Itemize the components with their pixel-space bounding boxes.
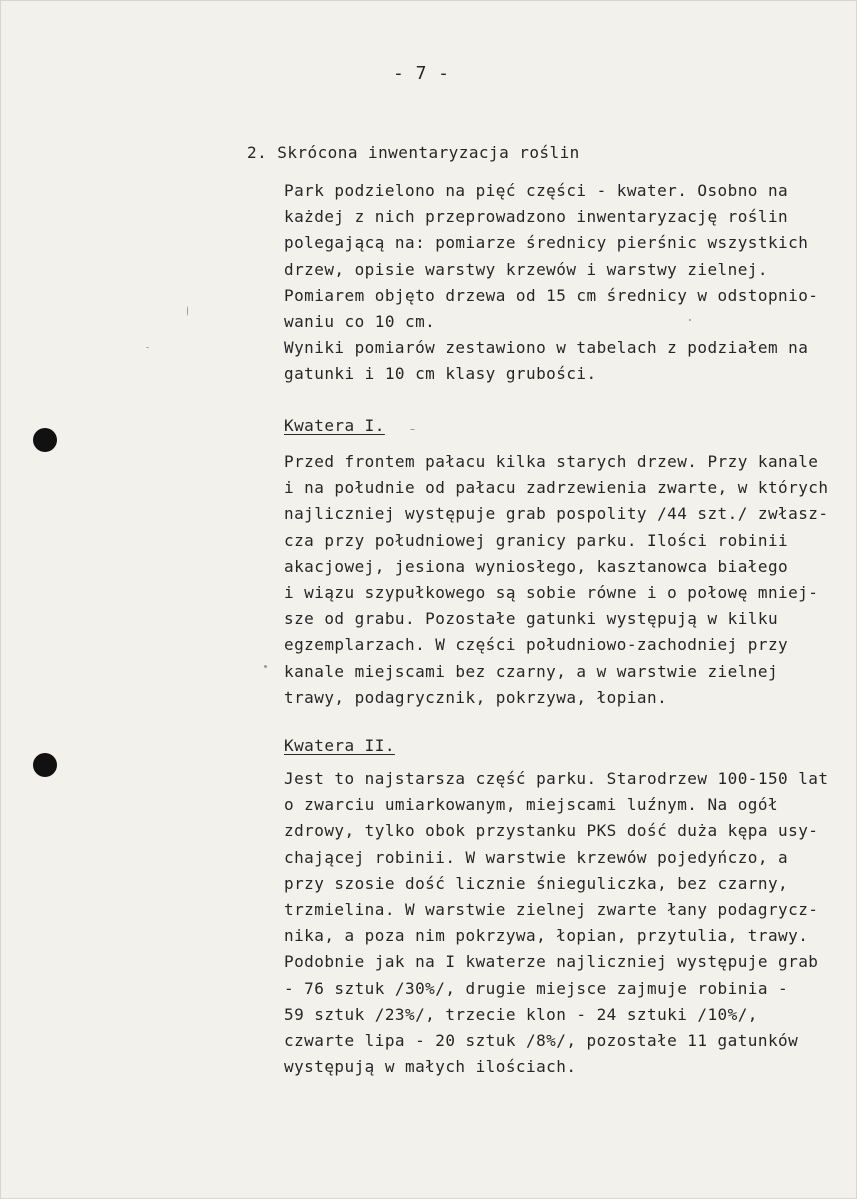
text-line: czwarte lipa - 20 sztuk /8%/, pozostałe 11 gatunków <box>284 1031 799 1051</box>
punch-hole <box>33 428 57 452</box>
paper-mark <box>146 347 149 348</box>
text-line: Pomiarem objęto drzewa od 15 cm średnicy w odstopnio- <box>284 285 819 305</box>
text-line: - 76 sztuk /30%/, drugie miejsce zajmuje robinia - <box>284 978 789 998</box>
text-line: trzmielina. W warstwie zielnej zwarte łany podagrycz- <box>284 900 819 920</box>
text-line: Jest to najstarsza część parku. Starodrzew 100-150 lat <box>284 769 829 788</box>
text-line: sze od grabu. Pozostałe gatunki występują w kilku <box>284 609 779 629</box>
paper-mark <box>264 665 267 668</box>
text-line: drzew, opisie warstwy krzewów i warstwy zielnej. <box>284 259 768 279</box>
section-heading: 2. Skrócona inwentaryzacja roślin <box>247 143 580 162</box>
paper-mark <box>187 306 188 316</box>
text-line: i wiązu szypułkowego są sobie równe i o połowę mniej- <box>284 583 819 603</box>
text-line: Park podzielono na pięć części - kwater. Osobno na <box>284 181 789 200</box>
text-line: cza przy południowej granicy parku. Ilości robinii <box>284 530 789 550</box>
paper-mark <box>410 429 415 430</box>
page-number: - 7 - <box>393 63 450 84</box>
text-line: 59 sztuk /23%/, trzecie klon - 24 sztuki /10%/, <box>284 1004 758 1024</box>
text-line: występują w małych ilościach. <box>284 1057 577 1077</box>
kwatera-2-paragraph <box>284 766 828 1080</box>
kwatera-1-heading: Kwatera I. <box>284 416 385 435</box>
text-line: waniu co 10 cm. <box>284 312 436 332</box>
kwatera-1-paragraph <box>284 449 828 711</box>
text-line: najliczniej występuje grab pospolity /44 szt./ zwłasz- <box>284 504 829 524</box>
text-line: gatunki i 10 cm klasy grubości. <box>284 364 597 384</box>
punch-hole <box>33 753 57 777</box>
text-line: egzemplarzach. W części południowo-zachodniej przy <box>284 635 789 655</box>
text-line: akacjowej, jesiona wyniosłego, kasztanowca białego <box>284 556 789 576</box>
text-line: zdrowy, tylko obok przystanku PKS dość duża kępa usy- <box>284 821 819 841</box>
kwatera-2-heading: Kwatera II. <box>284 736 395 755</box>
intro-paragraph <box>284 178 818 388</box>
text-line: o zwarciu umiarkowanym, miejscami luźnym. Na ogół <box>284 795 779 815</box>
text-line: kanale miejscami bez czarny, a w warstwie zielnej <box>284 661 779 681</box>
text-line: polegającą na: pomiarze średnicy pierśnic wszystkich <box>284 233 809 253</box>
text-line: nika, a poza nim pokrzywa, łopian, przytulia, trawy. <box>284 926 809 946</box>
text-line: chającej robinii. W warstwie krzewów pojedyńczo, a <box>284 847 789 867</box>
text-line: i na południe od pałacu zadrzewienia zwarte, w których <box>284 478 829 498</box>
text-line: Wyniki pomiarów zestawiono w tabelach z podziałem na <box>284 338 809 358</box>
text-line: Przed frontem pałacu kilka starych drzew. Przy kanale <box>284 452 819 471</box>
text-line: przy szosie dość licznie śnieguliczka, bez czarny, <box>284 873 789 893</box>
text-line: Podobnie jak na I kwaterze najliczniej występuje grab <box>284 952 819 972</box>
text-line: każdej z nich przeprowadzono inwentaryzację roślin <box>284 207 789 227</box>
text-line: trawy, podagrycznik, pokrzywa, łopian. <box>284 687 668 707</box>
